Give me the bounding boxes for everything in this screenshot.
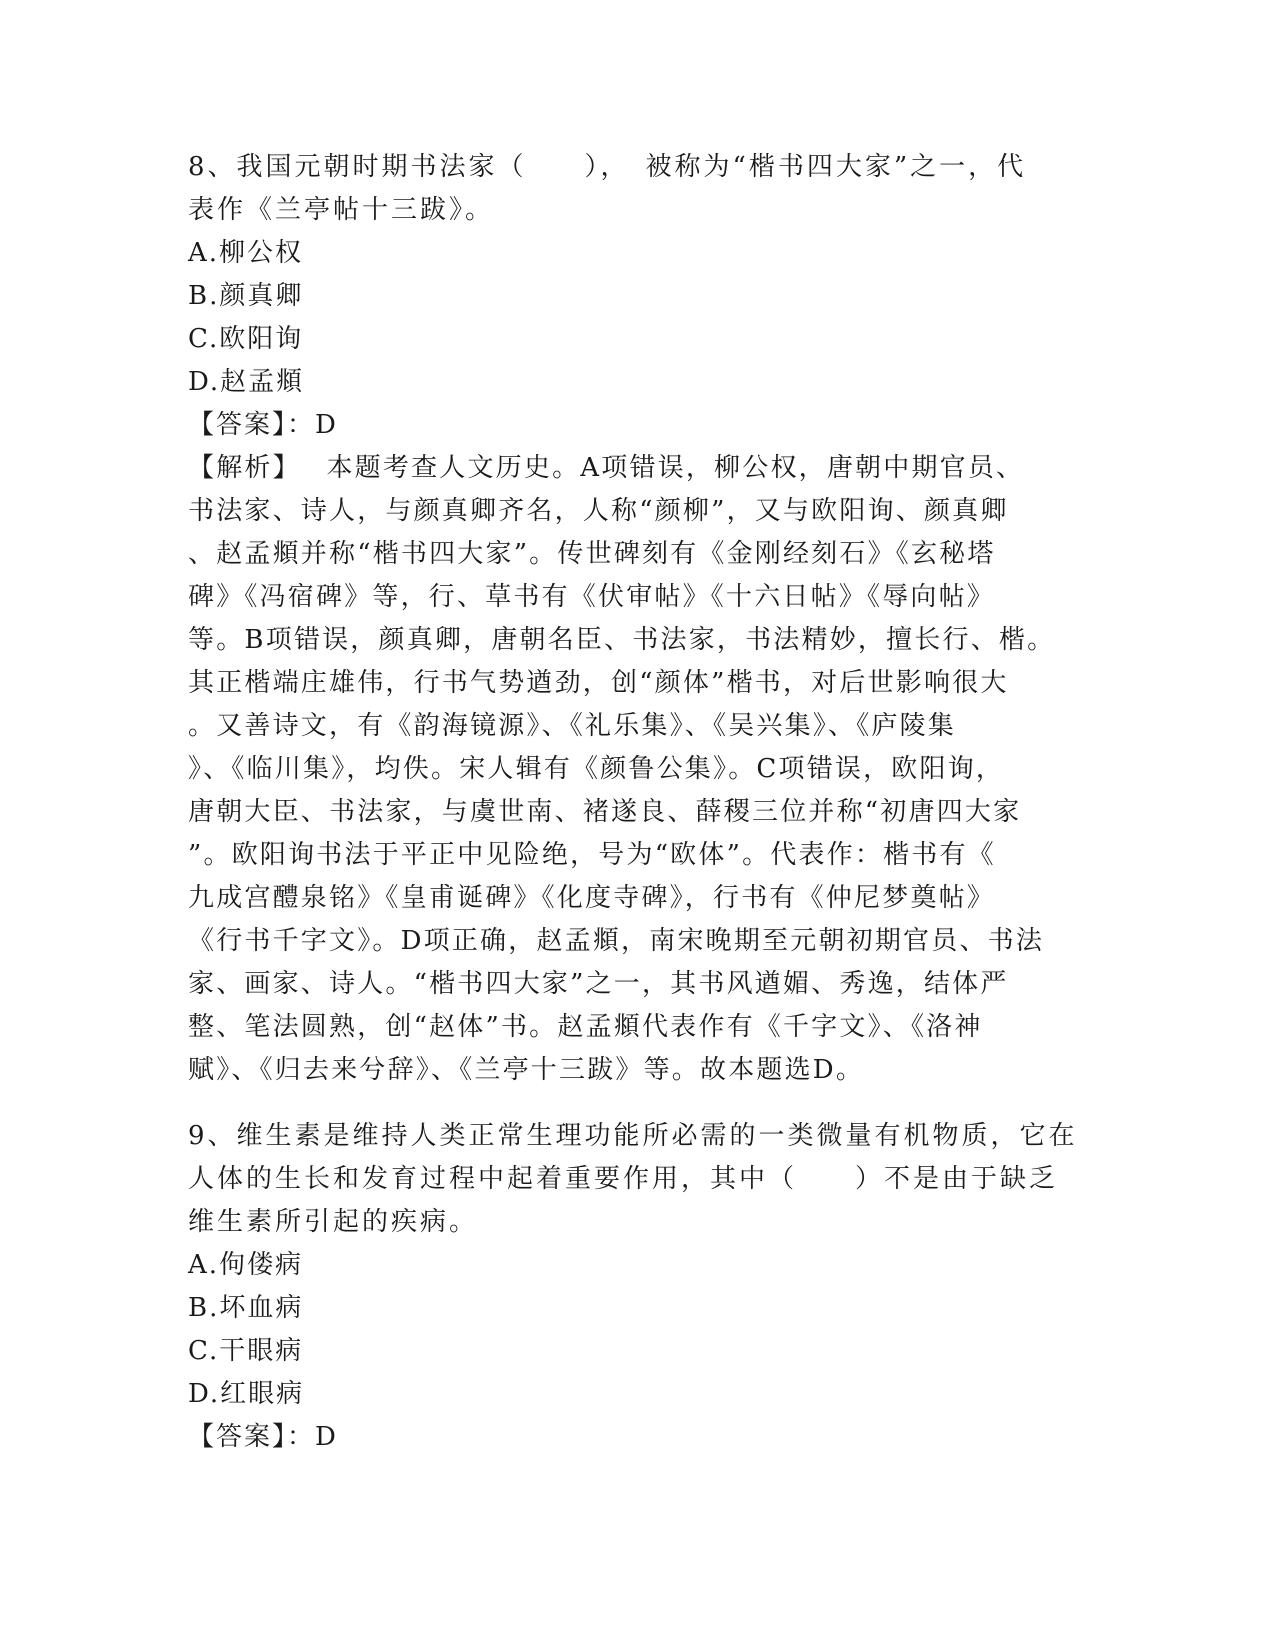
answer-line: 【答案】：D <box>188 410 338 440</box>
explanation-line: 。又善诗文，有《韵海镜源》、《礼乐集》、《吴兴集》、《庐陵集 <box>188 711 957 741</box>
explanation-line: 【解析】 本题考查人文历史。A项错误，柳公权，唐朝中期官员、 <box>188 453 1025 483</box>
option-list <box>188 1244 1088 1416</box>
answer-line: 【答案】：D <box>188 1422 338 1452</box>
option-c: C.欧阳询 <box>188 324 304 354</box>
explanation-line: 其正楷端庄雄伟，行书气势遒劲，创“颜体”楷书，对后世影响很大 <box>188 668 1009 698</box>
stem-line: 8、我国元朝时期书法家（ ）， 被称为“楷书四大家”之一，代 <box>188 152 1027 182</box>
explanation-line: 整、笔法圆熟，创“赵体”书。赵孟頫代表作有《千字文》、《洛神 <box>188 1012 983 1042</box>
question-9 <box>188 1115 1088 1459</box>
question-stem <box>188 1115 1088 1244</box>
question-8 <box>188 146 1088 1092</box>
explanation-line: 唐朝大臣、书法家，与虞世南、褚遂良、薛稷三位并称“初唐四大家 <box>188 797 1022 827</box>
option-list <box>188 232 1088 404</box>
stem-line: 表作《兰亭帖十三跋》。 <box>188 195 495 225</box>
option-a: A.佝偻病 <box>188 1250 304 1280</box>
option-c: C.干眼病 <box>188 1336 304 1366</box>
stem-line: 9、维生素是维持人类正常生理功能所必需的一类微量有机物质，它在 <box>188 1121 1078 1151</box>
explanation <box>188 447 1088 1092</box>
option-b: B.颜真卿 <box>188 281 304 311</box>
explanation-line: 赋》、《归去来兮辞》、《兰亭十三跋》等。故本题选D。 <box>188 1055 865 1085</box>
explanation-line: 家、画家、诗人。“楷书四大家”之一，其书风遒媚、秀逸，结体严 <box>188 969 1009 999</box>
option-d: D.红眼病 <box>188 1379 305 1409</box>
option-d: D.赵孟頫 <box>188 367 305 397</box>
explanation-line: 《行书千字文》。D项正确，赵孟頫，南宋晚期至元朝初期官员、书法 <box>188 926 1045 956</box>
explanation-line: 等。B项错误，颜真卿，唐朝名臣、书法家，书法精妙，擅长行、楷。 <box>188 625 1056 655</box>
explanation-line: 、赵孟頫并称“楷书四大家”。传世碑刻有《金刚经刻石》《玄秘塔 <box>188 539 996 569</box>
explanation-line: 碑》《冯宿碑》等，行、草书有《伏审帖》《十六日帖》《辱向帖》 <box>188 582 996 612</box>
explanation-line: 书法家、诗人，与颜真卿齐名，人称“颜柳”，又与欧阳询、颜真卿 <box>188 496 1009 526</box>
explanation-line: ”。欧阳询书法于平正中见险绝，号为“欧体”。代表作：楷书有《 <box>188 840 996 870</box>
stem-line: 人体的生长和发育过程中起着重要作用，其中（ ）不是由于缺乏 <box>188 1164 1059 1194</box>
stem-line: 维生素所引起的疾病。 <box>188 1207 479 1237</box>
question-stem <box>188 146 1088 232</box>
option-a: A.柳公权 <box>188 238 304 268</box>
explanation-line: 九成宫醴泉铭》《皇甫诞碑》《化度寺碑》，行书有《仲尼梦奠帖》 <box>188 883 996 913</box>
explanation-line: 》、《临川集》，均佚。宋人辑有《颜鲁公集》。C项错误，欧阳询， <box>188 754 1005 784</box>
option-b: B.坏血病 <box>188 1293 304 1323</box>
